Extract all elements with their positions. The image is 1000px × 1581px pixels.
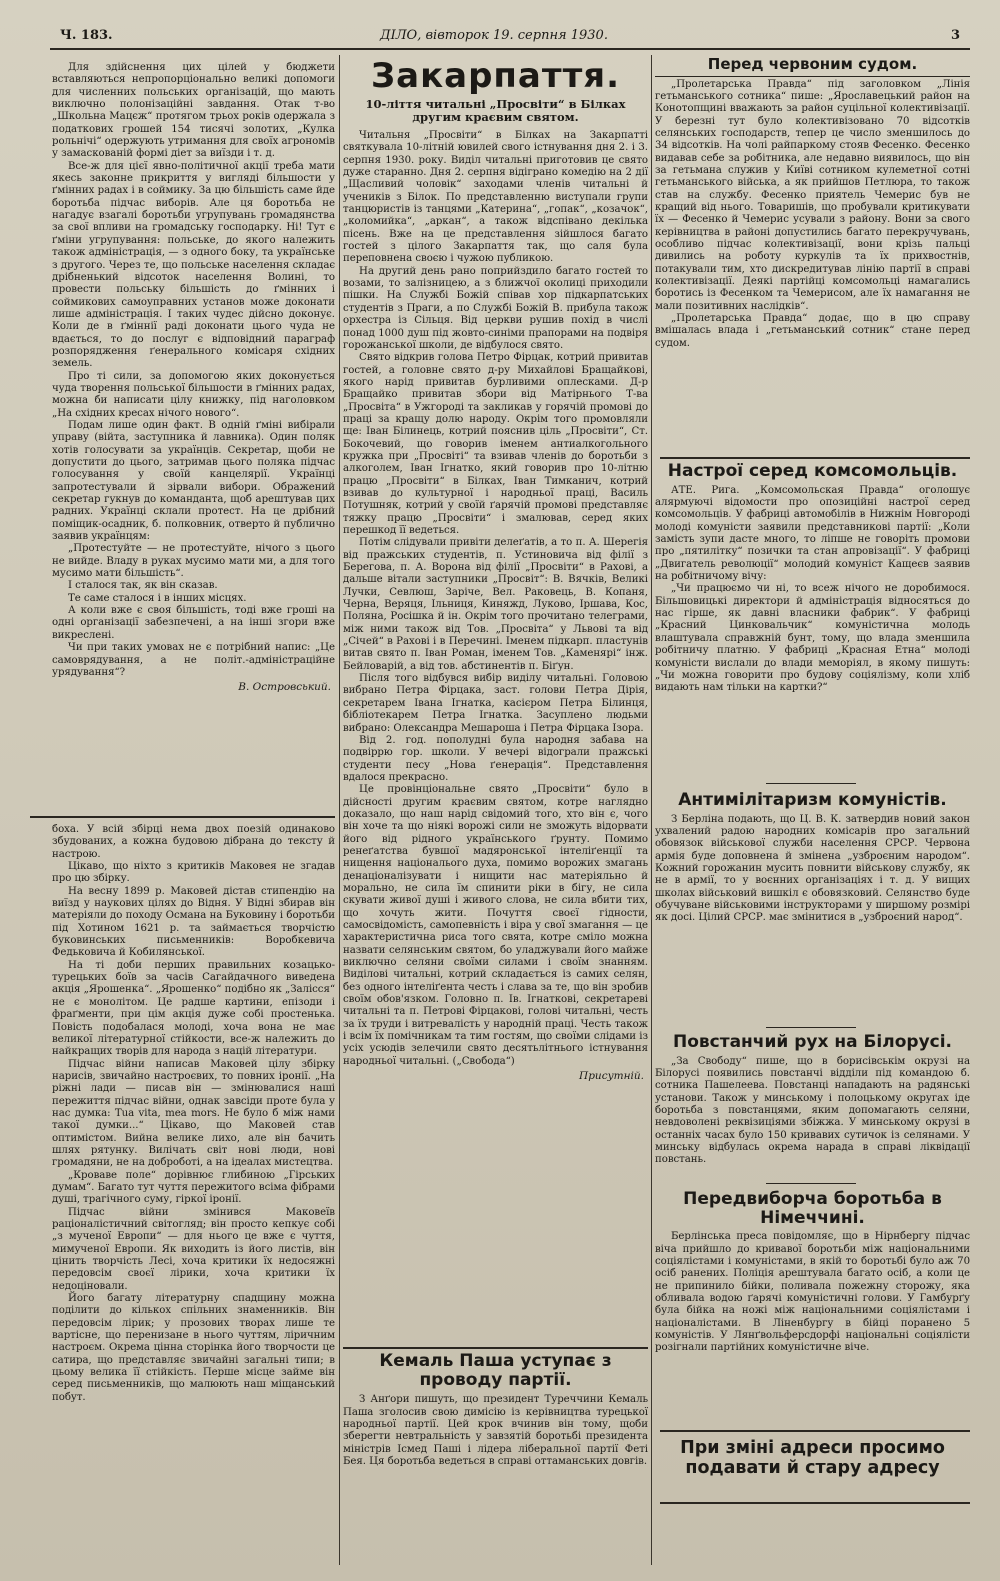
article-paragraph: „Пролетарська Правда“ додає, що в цю справу вмішалась влада і „гетьманський сотник“ стане перед судом.: [655, 313, 970, 349]
article-quote: „Протестуйте — не протестуйте, нічого з цього не вийде. Владу в руках мусимо мати ми, а для того мусимо мати більшість“.: [52, 543, 335, 580]
headline: Перед червоним судом.: [707, 56, 918, 73]
page-number: 3: [950, 28, 960, 43]
article-paragraph: З Берліна подають, що Ц. В. К. затвердив новий закон ухвалений радою народних комісарів про загальний обовязок військової служби населення СРСР. Червона армія буде доповнена й змінена „узброєним народом“. Кожний горожанин мусить повнити військову службу, як не в армії, то у воєнних організаціях і т. д. У вищих школах військовий вишкіл є обовязковий. Селянство буде обучуване військовими інструкторами у ширшому розмірі як досі. Цілий СРСР. має змінитися в „узброєний народ“.: [655, 813, 970, 924]
headline: Настрої серед комсомольців.: [667, 462, 958, 481]
article-paragraph: Підчас війни змінився Маковеїв раціоналістичний світогляд; він просто кепкує собі „з мученої Европи“ — для нього це вже є чуття, мимученої Европи. Як виходить із його листів, він цінить творчість Лесі, хоча критики їх недосяжні передовсім своєї лірики, хоча критики їх недоціновали.: [52, 1206, 335, 1292]
article-signature: Присутній.: [579, 1070, 644, 1083]
article-paragraph: Свято відкрив голова Петро Фірцак, котрий привитав гостей, а головне свято д-ру Михайлові Бращайкові, якого нарід привитав бурливими оплесками. Д-р Бращайко привитав збори від Матірнього Т-ва „Просвіта“ в Ужгороді та закликав у горячій промові до праці за кращу долю народу. Окрім того промовляли ще: Іван Білинець, котрий пояснив ціль „Просвіти“, Ст. Бокочевий, що говорив іменем антиалкогольного кружка при „Просвіті“ та взивав членів до боротьби з алкоголем, Іван Ігнатко, який говорив про 10-літню працю „Просвіти“ в Білках, Іван Тимканич, котрий взивав до культурної і народньої праці, Василь Потушняк, котрий у своїй ґарячій промові представляє тяжку працю „Просвіти“ і змалював, серед яких перешкод її ведеться.: [343, 352, 648, 536]
headline: Передвиборча боротьба в Німеччині.: [683, 1190, 942, 1228]
column-divider: [651, 55, 652, 1565]
article-paragraph: Все-ж для цієї явно-політичної акції треба мати якесь законне прикриття у вигляді більшости у ґмінних радах і в соймику. За цю більшість саме йде боротьба підчас виборів. Але ця боротьба не нагадує взагалі боротьби угрупувань громадянства за свої впливи на громадську господарку. Ні! Тут є ґміни угрупування: польське, до якого належить також адміністрація, — з одного боку, та українське з другого. Через те, що польське населення складає дрібненький відсоток населення Волині, то провести польську більшість до ґмінних і соймикових самоуправних установ може доконати лише адміністрація. І таких чудес дійсно доконує. Коли де в ґміннії раді доконати цього чуда не вдається, то до послуг є відповідний параграф розпорядження ґенерального комісаря східних земель.: [52, 160, 335, 370]
article-quote: „Чи працюємо чи ні, то всеж нічого не доробимося. Більшовицькі директори й адміністрація відносяться до нас гірше, як давні власники фабрик“. У фабриці „Красний Цинковальчик“ комуністична молодь влаштувала справжній бунт, тому, що влада зменшила робітничу платню. У фабриці „Красная Етна“ молоді комуністи вислали до влади меморіял, в якому пишуть: „Чи можна говорити про будову соціялізму, коли хліб видають нам тільки на картки?“: [655, 583, 970, 694]
article-paragraph: Про ті сили, за допомогою яких доконується чуда творення польської більшости в ґмінних радах, можна би написати цілу книжку, під наголовком „На східних кресах нічого нового“.: [52, 370, 335, 419]
article-paragraph: „Пролетарська Правда“ під заголовком „Лінія гетьманського сотника“ пише: „Ярославецький район на Конотопщині вважають за район суцільної колективізації. У березні тут було колективізовано 70 відсотків селянських господарств, тепер це число зменшилось до 34 відсотків. На чолі райпаркому стояв Фесенко. Фесенко видавав себе за робітника, але недавно виявилось, що він за гетьмана служив у Київі сотником кулеметної сотні гетьманського війська, а як прийшов Петлюра, то також став на службу. Фесенко приятель Чемерис був не кращий від нього. Товаришів, що пробували критикувати їх — Фесенко й Чемерис усували з району. Вони за свого керівництва в районі допустились багато перекручувань, особливо підчас колективізації, вони крізь пальці дивились на роботу куркулів та їх прихвостнів, потакували тим, хто дискредитував лінію партії в справі колективізації. Деякі партійці комсомольці намагались боротись із Фесенком та Чемерисом, але їх намагання не мали позитивних наслідків“.: [655, 78, 970, 312]
article-paragraph: боха. У всій збірці нема двох поезій одинаково збудованих, а кожна будовою дібрана до тексту й настрою.: [52, 824, 335, 860]
headline: Антимілітаризм комуністів.: [678, 791, 947, 810]
notice-text: При зміні адреси просимо подавати й стару адресу: [680, 1438, 945, 1479]
article-signature: В. Островський.: [238, 681, 331, 694]
article-paragraph: З Анґори пишуть, що президент Туреччини Кемаль Паша зголосив свою димісію із керівництва турецької народньої партії. Цей крок вчинив він тому, щоби зберегти невтральність у завзятій боротьбі президента міністрів Ісмед Паші і лідера ліберальної партії Феті Бея. Ця боротьба ведеться в справі оттаманських довгів.: [343, 1394, 648, 1468]
article-makovei: [52, 824, 335, 1572]
article-paragraph: „Кроваве поле“ дорівнює глибиною „Гірських думам“. Багато тут чуття пережитого всіма фібрами душі, трагічного суму, гіркої іронії.: [52, 1169, 335, 1206]
masthead: [50, 26, 970, 50]
article-paragraph: І сталося так, як він сказав.: [68, 580, 218, 592]
article-paragraph: Те саме сталося і в інших місцях.: [68, 592, 247, 604]
article-paragraph: Цікаво, що ніхто з критиків Маковея не згадав про цю збірку.: [52, 861, 335, 885]
article-belarus-insurgency: [655, 1033, 970, 1181]
article-paragraph: На весну 1899 р. Маковей дістав стипендію на виїзд у наукових цілях до Відня. У Відні збирав він матеріяли до походу Османа на Буковину і боротьби під Хотином 1621 р. та займається творчістю буковинських письменників: Воробкевича Федьковича й Кобилянської.: [52, 885, 335, 959]
article-paragraph: Подам лише один факт. В одній ґміні вибірали управу (війта, заступника й лавника). Один поляк хотів голосувати за українців. Секретар, щоби не допустити до цього, затримав цього поляка підчас голосування у своїй канцелярії. Українці запротестували й зірвали вибори. Ображений секретар гукнув до команданта, щоб арештував цих радних. Українці склали протест. На це дрібний поміщик-осадник, б. полковник, отверто й публично заявив українцям:: [52, 419, 335, 543]
article-komsomol: [655, 462, 970, 780]
subheadline: 10-ліття читальні „Просвіти“ в Білках другим краєвим святом.: [365, 97, 626, 124]
article-paragraph: А коли вже є своя більшість, тоді вже гроші на одні організації забезпечені, а на інші згори вже викреслені.: [52, 605, 335, 641]
article-kemal-pasha: [343, 1352, 648, 1567]
headline: Кемаль Паша уступає з проводу партії.: [379, 1352, 612, 1390]
headline: Закарпаття.: [370, 56, 621, 96]
article-paragraph: Від 2. год. пополудні була народня забава на подвіррю гор. школи. У вечері відограли пражські студенти песу „Нова ґенерація“. Представлення вдалося прекрасно.: [343, 734, 648, 783]
headline-rule: [655, 76, 970, 77]
article-paragraph: Для здійснення цих цілей у бюджети вставляються непропорціонально великі допомоги для численних польських організацій, що мають виключно полонізаційні завдання. Отак т-во „Школьна Мацєж“ протягом трьох років одержала з податкових грошей 154 тисячі золотих, „Кулка рольнічі“ одержують утримання для своїх агрономів у замаскованій формі діет за виїзди і т. д.: [52, 62, 335, 160]
article-red-court: [655, 56, 970, 456]
article-germany-elections: [655, 1190, 970, 1426]
section-divider: [766, 783, 856, 784]
article-paragraph: АТЕ. Рига. „Комсомольская Правда“ оголошує алярмуючі відомости про опозиційні настрої серед комсомольців. У фабриці автомобілів в Нижнім Новгороді молоді комуністи заявили представникові партії: „Коли замість зупи дасте много, то ліпше не говоріть промови про „пятилітку“ позички та стан апровізації“. У фабриці „Двигатель революції“ молодий комуніст Кащеєв заявив на робітничому вічу:: [655, 484, 970, 583]
article-paragraph: Читальня „Просвіти“ в Білках на Закарпатті святкувала 10-літній ювилей свого істнування дня 2. і 3. серпня 1930. року. Виділ читальні приготовив це свято дуже старанно. Дня 2. серпня відіграно комедію на 2 дії „Щасливий чоловік“ заходами членів читальні й учеників з Білок. По представленню виступали групи танцюристів із танцями „Катерина“, „гопак“, „козачок“, „коломийка“, „аркан“, а також відспівано декілька пісень. Вже на це представлення зійшлося багато гостей з цілого Закарпаття так, що саля була переповнена своєю і чужою публикою.: [343, 130, 648, 265]
article-paragraph: Після того відбувся вибір виділу читальні. Головою вибрано Петра Фірцака, заст. голови Петра Дірія, секретарем Івана Ігнатка, касієром Петра Білинця, бібліотекарем Петра Ігнатка. Засуплено людьми вибрано: Олександра Мешароша і Петра Фірцака Ізора.: [343, 673, 648, 734]
section-divider: [660, 457, 970, 459]
column-divider: [339, 55, 340, 1565]
address-change-notice: [655, 1438, 970, 1498]
article-paragraph: Його багату літературну спадщину можна поділити до кількох спільних знаменників. Він передовсім лірик; у прозових творах лише те вартісне, що перенизане в нього чуттям, ліричним настроєм. Окрема цінна сторінка його творчости це сатира, що представляє звичайні загальні типи; в цьому велика її стійкість. Перше місце займе він серед письменників, що малюють наш міщанський побут.: [52, 1293, 335, 1403]
section-divider: [660, 1502, 970, 1504]
article-paragraph: На ті доби перших правильних козацько-турецьких боїв за часів Сагайдачного виведена акція „Ярошенка“. „Ярошенко“ подібно як „Залісся“ не є монолітом. Це радше картини, епізоди і фраґменти, при цім акція дуже собі простенька. Повість подобалася молоді, хоча вона не має великої літературної стійкости, все-ж належить до найкращих творів для народа з націй літератури.: [52, 959, 335, 1058]
headline: Повстанчий рух на Білорусі.: [672, 1033, 953, 1052]
article-antimilitarism: [655, 791, 970, 1024]
article-paragraph: Берлінська преса повідомляє, що в Нірнбергу підчас віча прийшло до кривавої боротьби між національними соціялістами і комуністами, в якій то боротьбі було аж 70 осіб ранених. Поліція арештувала багато осіб, а коли це не припинило бійки, поливала пожежну сторожу, яка обливала водою ґарячі комуністичні голови. У Гамбурґу була бійка на ножі між національними соціялістами і націоналістами. В Ліненбургу в бійці поранено 5 комуністів. У Лянґвольферсдорфі національні соціялісти розігнали партійних комуністичне віче.: [655, 1231, 970, 1354]
article-paragraph: Потім слідували привіти делеґатів, а то п. А. Шерегія від пражських студентів, п. Устиновича від філії з Берегова, п. А. Ворона від філії „Просвіти“ в Рахові, а дальше вітали заступники „Просвіт“: В. Вячків, Великі Лучки, Севлюш, Заріче, Вел. Раковець, В. Копаня, Черна, Веряця, Ільниця, Киняжд, Луково, Іршава, Кос, Поляна, Росішка й ін. Окрім того прочитано телеграми, між ними також від Тов. „Просвіта“ у Львові та від „Січей“ в Рахові і в Перечині. Іменем підкарп. пластунів витав свято п. Іван Роман, іменем Тов. „Каменярі“ інж. Бейловарій, а від тов. абстинентів п. Біґун.: [343, 537, 648, 672]
article-paragraph: На другий день рано поприйздило багато гостей то возами, то залізницею, а з ближчої околиці приходили пішки. На Службі Божій співав хор підкарпатських студентів з Праги, а по Службі Божій В. прибула також орхестра із Сільця. Від церкви рушив похід в числі понад 1000 душ під жовто-синіми прапорами на подвіря горожанської школи, де відбулося свято.: [343, 265, 648, 351]
section-divider: [30, 816, 335, 818]
article-self-government: [52, 62, 335, 808]
section-divider: [766, 1183, 856, 1184]
article-paragraph: „За Свободу“ пише, що в борисівськім окрузі на Білорусі появились повстанчі відділи під командою б. сотника Пашелеева. Повстанці нападають на радянські установи. Також у минському і полоцькому округах іде боротьба з повстанцями, яким допомагають селяни, невдоволені реквізиціями збіжжа. У минському окрузі в останніх часах було 150 кривавих сутичок із селянами. У минську відбулась окрема нарада в справі ліквідації повстань.: [655, 1055, 970, 1166]
article-paragraph: Чи при таких умовах не є потрібний напис: „Це самоврядування, а не політ.-адміністраційне урядування“?: [52, 642, 335, 678]
article-zakarpattia: [343, 56, 648, 1341]
masthead-date: ДІЛО, вівторок 19. серпня 1930.: [380, 28, 608, 43]
section-divider: [660, 1430, 970, 1432]
article-paragraph: Підчас війни написав Маковей цілу збірку нарисів, звичайно настроєвих, то повних іронії. „На ріжні лади — писав він — змінювалися наші пережиття підчас війни, однак завсіди проте була у нас думка: Tua vita, mea mors. Не було б між нами такої думки...“ Цікаво, що Маковей став оптимістом. Вийна велике лихо, але він бачить шлях рятунку. Вилічать світ нові люди, нові громадяни, не на доброботі, а на ідеалах мистецтва.: [52, 1058, 335, 1169]
section-divider: [343, 1347, 648, 1349]
article-paragraph: Це провінціональне свято „Просвіти“ було в дійсності другим краєвим святом, котре наглядно доказало, що наш нарід свідомий того, хто він є, чого він хоче та що ніякі ворожі сили не зможуть відорвати його від рідного українського ґрунту. Помимо ренеґатства бувшої мадяронської інтеліґенції та нищення національого духа, помимо ворожих змагань денаціоналізувати і нищити нас матеріяльно й морально, не сила їм спинити ріки в бігу, не сила скувати живої душі і живого слова, не сила вбити тих, що хочуть жити. Почуття своєї гідности, самосвідомість, самопевність і віра у свої змагання — це характеристична риса того свята, котре сміло можна назвати селянським святом, бо уладжували його майже виключно селяни своїми силами і своїм знанням. Виділові читальні, котрий складається із самих селян, без одного інтеліґента честь і слава за те, що він зробив своїм обов'язком. Головно п. Ів. Ігнаткові, секретареві читальні та п. Петрові Фірцакові, голові читальні, честь за їх труди і витревалість у народній праці. Честь також і всім їх помічникам та тим гостям, що своїми слідами із усіх усюдів зелечили свято десятьлітнього істнування народньої читальні. („Свобода“): [343, 784, 648, 1067]
issue-number: Ч. 183.: [60, 28, 113, 43]
section-divider: [766, 1027, 856, 1028]
